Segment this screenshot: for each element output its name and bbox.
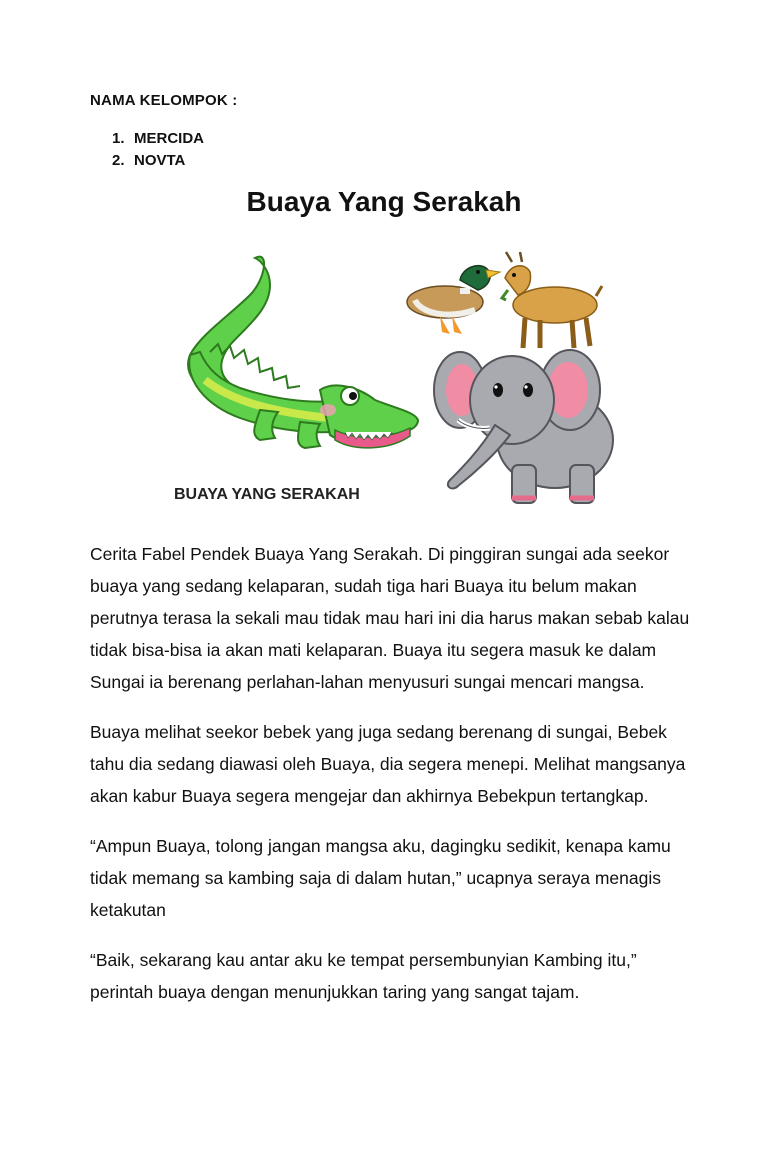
illustration-caption: BUAYA YANG SERAKAH xyxy=(174,486,360,503)
member-name: NOVTA xyxy=(134,152,186,169)
story-paragraph: “Ampun Buaya, tolong jangan mangsa aku, dagingku sedikit, kenapa kamu tidak memang sa kambing saja di dalam hutan,” ucapnya seraya menagis ketakutan xyxy=(90,836,671,920)
page-title: Buaya Yang Serakah xyxy=(246,186,522,217)
story-paragraph: “Baik, sekarang kau antar aku ke tempat persembunyian Kambing itu,” perintah buaya dengan menunjukkan taring yang sangat tajam. xyxy=(90,950,637,1002)
duck-image xyxy=(407,266,500,334)
list-number: 1. xyxy=(112,130,125,147)
story-text xyxy=(90,538,690,1026)
goat-image xyxy=(502,252,602,348)
list-item xyxy=(112,150,204,172)
crocodile-image xyxy=(188,257,418,448)
fable-illustration xyxy=(160,240,620,520)
story-paragraph: Cerita Fabel Pendek Buaya Yang Serakah. Di pinggiran sungai ada seekor buaya yang sedang kelaparan, sudah tiga hari Buaya itu belum makan perutnya terasa la sekali mau tidak mau hari ini dia harus makan sebab kalau tidak bisa-bisa ia akan mati kelaparan. Buaya itu segera masuk ke dalam Sungai ia berenang perlahan-lahan menyusuri sungai mencari mangsa. xyxy=(90,544,690,692)
group-label: NAMA KELOMPOK : xyxy=(90,92,238,109)
list-number: 2. xyxy=(112,152,125,169)
list-item xyxy=(112,128,204,150)
elephant-image xyxy=(434,350,613,503)
member-list xyxy=(112,128,204,172)
story-paragraph: Buaya melihat seekor bebek yang juga sedang berenang di sungai, Bebek tahu dia sedang diawasi oleh Buaya, dia segera menepi. Melihat mangsanya akan kabur Buaya segera mengejar dan akhirnya Bebekpun tertangkap. xyxy=(90,722,686,806)
member-name: MERCIDA xyxy=(134,130,204,147)
